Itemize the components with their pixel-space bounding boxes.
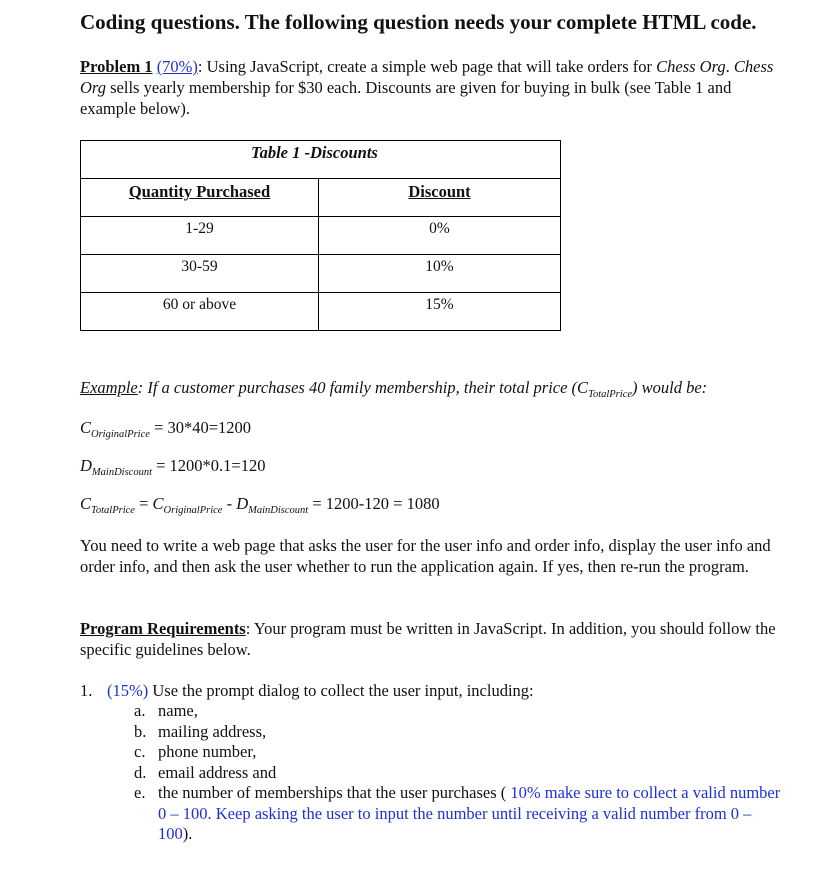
- example-sub: TotalPrice: [588, 389, 633, 400]
- page-heading: Coding questions. The following question needs your complete HTML code.: [80, 10, 757, 34]
- problem-label: Problem 1: [80, 57, 153, 76]
- item-letter: b.: [134, 721, 147, 741]
- cell-discount: 0%: [319, 217, 561, 255]
- requirement-item: [80, 680, 786, 845]
- org-name-2: Chess Org: [80, 57, 774, 97]
- item-letter: c.: [134, 742, 146, 761]
- requirement-number: 1.: [80, 681, 93, 700]
- item-letter: d.: [134, 762, 147, 782]
- cell-quantity: 1-29: [81, 217, 319, 255]
- input-list: [107, 701, 786, 845]
- eq1-symbol: C: [80, 418, 92, 437]
- eq2-rhs: = 1200*0.1=120: [152, 456, 266, 475]
- table-caption: Table 1 -Discounts: [81, 141, 561, 179]
- example-text-end: ) would be:: [632, 378, 708, 397]
- problem-sep: :: [197, 57, 203, 76]
- cell-quantity: 30-59: [81, 255, 319, 293]
- item-text: name,: [158, 701, 198, 720]
- eq3-sub-1: TotalPrice: [91, 505, 135, 516]
- table-row: [81, 217, 561, 255]
- item-text: phone number,: [158, 742, 257, 761]
- equation-main-discount: [80, 456, 266, 476]
- item-text: email address and: [158, 762, 277, 782]
- program-requirements: [80, 618, 786, 660]
- list-item: [107, 763, 786, 784]
- example-line: [80, 378, 707, 398]
- problem-intro: [80, 56, 786, 119]
- problem-text-3: sells yearly membership for $30 each. Discounts are given for buying in bulk (see Table 1 and example below).: [80, 78, 732, 118]
- eq3-symbol-1: C: [80, 494, 92, 513]
- problem-text-1: Using JavaScript, create a simple web page that will take orders for: [202, 57, 657, 76]
- eq2-sub: MainDiscount: [91, 467, 152, 478]
- cell-quantity: 60 or above: [81, 293, 319, 331]
- eq3-sub-3: MainDiscount: [248, 505, 309, 516]
- table-row: [81, 255, 561, 293]
- eq2-symbol: D: [80, 456, 92, 475]
- item-letter: a.: [134, 701, 146, 720]
- list-item: [107, 783, 786, 845]
- equation-total-price: [80, 494, 440, 514]
- item-end: ).: [182, 824, 193, 843]
- cell-discount: 10%: [319, 255, 561, 293]
- eq1-sub: OriginalPrice: [91, 429, 150, 440]
- list-item: [107, 701, 786, 722]
- requirement-weight: (15%): [107, 681, 149, 700]
- eq3-rhs: = 1200-120 = 1080: [308, 494, 440, 513]
- item-text: the number of memberships that the user purchases (: [158, 783, 511, 802]
- problem-text-2: .: [725, 57, 734, 76]
- cell-discount: 15%: [319, 293, 561, 331]
- eq3-symbol-2: C: [152, 494, 164, 513]
- task-description: You need to write a web page that asks the user for the user info and order info, display the user info and order info, and then ask the user whether to run the application again. If yes, then re-run the program.: [80, 536, 771, 576]
- header-discount: Discount: [319, 179, 561, 217]
- requirements-list: [80, 680, 786, 845]
- org-name-1: Chess Org: [656, 57, 726, 76]
- eq3-mid-1: =: [134, 494, 153, 513]
- equation-original-price: [80, 418, 251, 438]
- eq1-rhs: = 30*40=1200: [149, 418, 252, 437]
- table-row: [81, 293, 561, 331]
- eq3-symbol-3: D: [236, 494, 249, 513]
- item-text: mailing address,: [158, 721, 267, 741]
- program-requirements-text: : Your program must be written in JavaScript. In addition, you should follow the specific guidelines below.: [80, 619, 776, 659]
- item-letter: e.: [134, 783, 146, 802]
- example-label: Example: [80, 378, 138, 397]
- eq3-mid-2: -: [222, 494, 237, 513]
- program-requirements-label: Program Requirements: [80, 619, 246, 638]
- list-item: [107, 722, 786, 743]
- requirement-text: Use the prompt dialog to collect the user input, including:: [148, 681, 534, 700]
- example-text: : If a customer purchases 40 family membership, their total price (C: [137, 378, 589, 397]
- header-quantity: Quantity Purchased: [81, 179, 319, 217]
- item-note: 10% make sure to collect a valid number 0 – 100. Keep asking the user to input the number until receiving a valid number from 0 – 100: [158, 783, 781, 843]
- eq3-sub-2: OriginalPrice: [163, 505, 223, 516]
- problem-weight: (70%): [156, 57, 198, 76]
- discount-table: [80, 140, 561, 331]
- list-item: [107, 742, 786, 763]
